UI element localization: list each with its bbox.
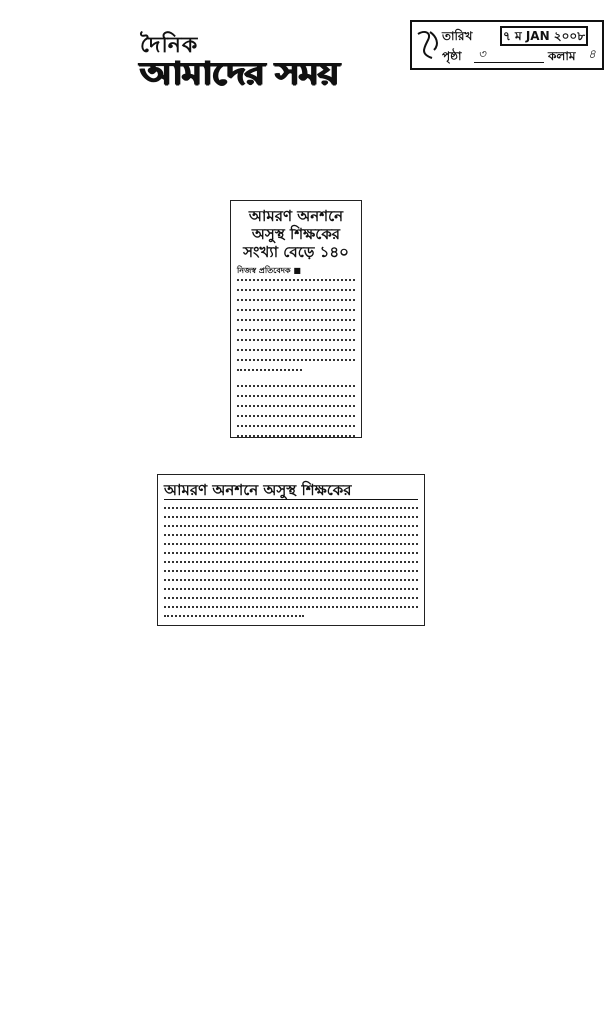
page-label: পৃষ্ঠা: [442, 49, 462, 63]
date-label: তারিখ: [442, 29, 473, 43]
clipping-1-body-text-2: [237, 385, 355, 445]
page-value: ৩: [478, 47, 486, 61]
handwritten-mark-icon: [414, 28, 444, 62]
date-value: ৭ ম JAN ২০০৮: [500, 26, 588, 46]
clipping-2-headline: আমরণ অনশনে অসুস্থ শিক্ষকের: [164, 481, 418, 500]
clipping-2-body-text: [164, 507, 418, 624]
archive-stamp: [410, 20, 604, 70]
column-label: কলাম: [548, 49, 576, 63]
newspaper-masthead: আমাদের সময়: [140, 54, 339, 92]
newspaper-name-prefix: দৈনিক: [140, 33, 199, 58]
news-clipping-2: [157, 474, 425, 626]
clipping-1-body-text: [237, 279, 355, 379]
news-clipping-1: [230, 200, 362, 438]
page-underline: [474, 62, 544, 63]
column-value: ৪: [588, 47, 596, 61]
clipping-1-headline: আমরণ অনশনে অসুস্থ শিক্ষকের সংখ্যা বেড়ে ১৪০: [243, 207, 349, 261]
clipping-1-byline: নিজস্ব প্রতিবেদক ■: [237, 266, 301, 275]
